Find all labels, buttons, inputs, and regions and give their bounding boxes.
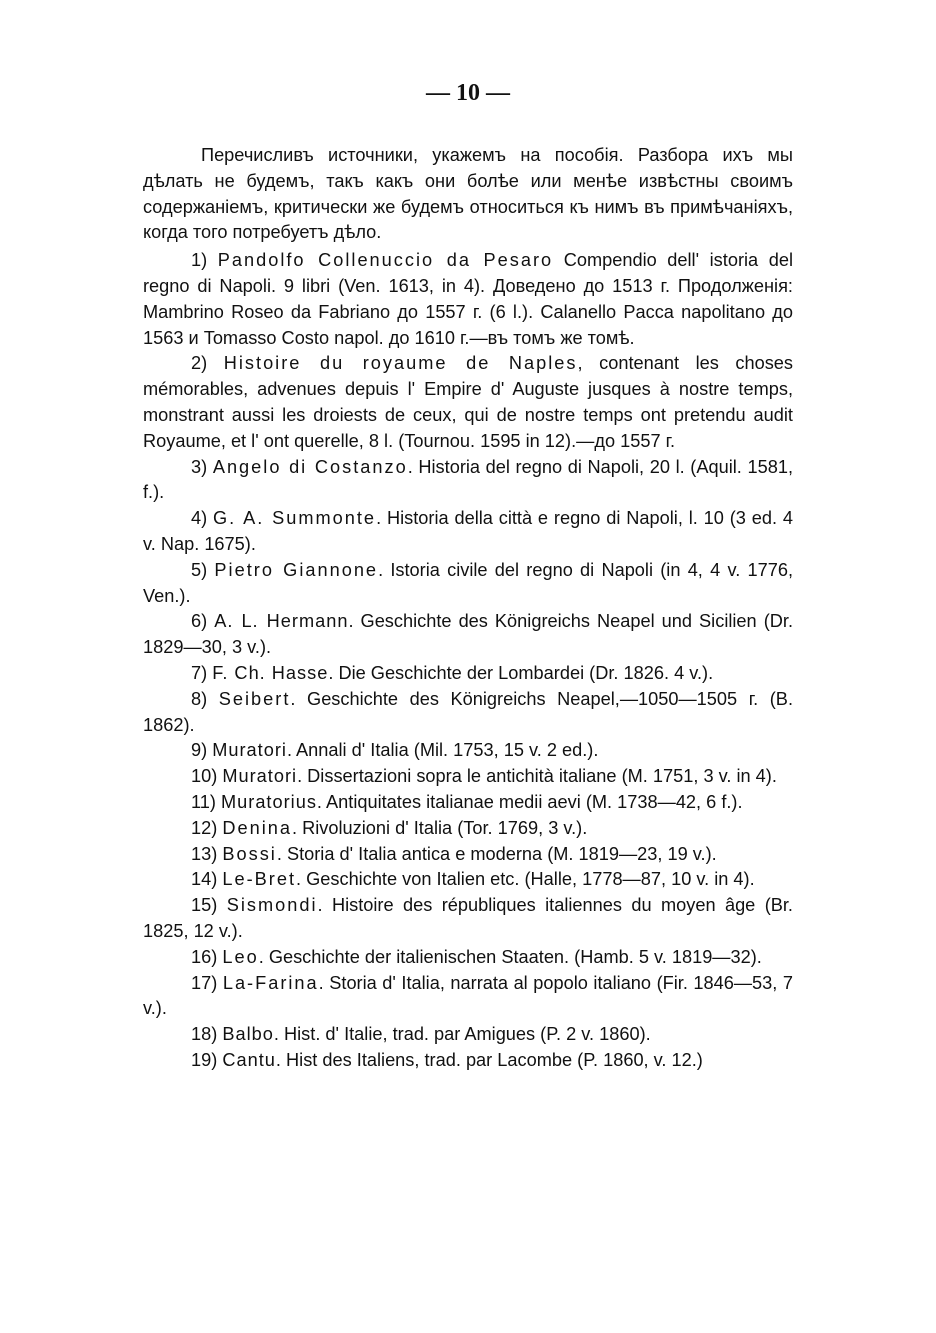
list-item [143, 661, 793, 687]
list-item [143, 816, 793, 842]
reference-text: . Historia del regno di Napoli, 20 l. (Aquil. 1581, f.). [143, 456, 793, 503]
reference-text: . Geschichte von Italien etc. (Halle, 1778—87, 10 v. in 4). [296, 869, 755, 890]
reference-author: A. L. Hermann [214, 611, 349, 632]
reference-text: . Antiquitates italianae medii aevi (M. 1738—42, 6 f.). [316, 791, 743, 812]
reference-text: . Geschichte des Königreichs Neapel,—1050—1505 г. (B. 1862). [143, 688, 793, 735]
reference-number: 8) [191, 688, 208, 709]
reference-author: Seibert [218, 688, 291, 709]
intro-paragraph: Перечисливъ источники, укажемъ на пособія. Разбора ихъ мы дѣлать не будемъ, такъ какъ они болѣе или менѣе извѣстны своимъ содержаніемъ, критически же будемъ относиться къ нимъ въ примѣчаніяхъ, когда того потребуетъ дѣло. [143, 145, 793, 243]
reference-author: Angelo di Costanzo [212, 456, 408, 477]
reference-number: 10) [191, 766, 218, 787]
reference-text: . Storia d' Italia, narrata al popolo italiano (Fir. 1846—53, 7 v.). [143, 972, 793, 1019]
list-item [143, 842, 793, 868]
reference-number: 13) [191, 843, 218, 864]
reference-number: 3) [191, 456, 208, 477]
reference-text: . Histoire des républiques italiennes du moyen âge (Br. 1825, 12 v.). [143, 895, 793, 941]
list-item [143, 764, 793, 790]
reference-text: . Historia della città e regno di Napoli, l. 10 (3 ed. 4 v. Nap. 1675). [143, 508, 794, 554]
reference-number: 2) [191, 353, 208, 374]
page-body [143, 143, 793, 1074]
reference-text: . Dissertazioni sopra le antichità italiane (M. 1751, 3 v. in 4). [297, 766, 777, 787]
reference-text: . Annali d' Italia (Mil. 1753, 15 v. 2 ed.). [286, 740, 599, 761]
list-item [143, 506, 793, 558]
reference-author: Muratorius [221, 791, 317, 812]
reference-author: Balbo [222, 1024, 274, 1045]
reference-text: Compendio dell' istoria del regno di Napoli. 9 libri (Ven. 1613, in 4). Доведено до 1513 г. Продолженія: Mambrino Roseo da Fabriano до 1557 г. (6 l.). Calanello Pacca napolitano до 1563 и Tomasso Costo napol. до 1610 г.—въ томъ же томѣ. [143, 250, 793, 348]
reference-author: Le-Bret [222, 869, 297, 890]
list-item [143, 558, 793, 610]
reference-author: Muratori [222, 766, 298, 787]
reference-number: 5) [191, 559, 208, 580]
reference-text: . Hist des Italiens, trad. par Lacombe (P. 1860, v. 12.) [275, 1049, 703, 1070]
reference-number: 17) [191, 972, 218, 993]
page-number: — 10 — [426, 80, 510, 106]
reference-author: Pietro Giannone [214, 559, 379, 580]
list-item [143, 867, 793, 893]
reference-number: 12) [191, 817, 218, 838]
reference-author: Pandolfo Collenuccio da Pesaro [217, 250, 554, 271]
reference-number: 9) [191, 740, 208, 761]
reference-number: 15) [191, 895, 218, 916]
reference-author: Muratori [212, 740, 287, 761]
reference-author: La-Farina [222, 972, 319, 993]
list-item [143, 248, 793, 351]
reference-number: 18) [191, 1024, 218, 1045]
reference-number: 1) [191, 250, 208, 271]
reference-number: 4) [191, 508, 208, 529]
reference-text: . Istoria civile del regno di Napoli (in 4, 4 v. 1776, Ven.). [143, 559, 793, 606]
reference-text: , contenant les choses mémorables, advenues depuis l' Empire d' Auguste jusques à nostre temps, monstrant aussi les droiests de ceux, qui de nostre temps ont pretendu audit Royaume, et l' ont querelle, 8 l. (Tournou. 1595 in 12).—до 1557 г. [143, 353, 794, 451]
reference-list [143, 248, 793, 1074]
reference-text: . Geschichte des Königreichs Neapel und Sicilien (Dr. 1829—30, 3 v.). [143, 611, 793, 658]
list-item [143, 351, 793, 454]
reference-text: . Rivoluzioni d' Italia (Tor. 1769, 3 v.). [292, 817, 588, 838]
reference-number: 11) [191, 791, 216, 812]
reference-text: . Die Geschichte der Lombardei (Dr. 1826. 4 v.). [328, 662, 714, 683]
list-item [143, 971, 793, 1023]
reference-number: 6) [191, 611, 208, 632]
reference-text: . Hist. d' Italie, trad. par Amigues (P. 2 v. 1860). [273, 1024, 651, 1045]
reference-author: Denina [222, 817, 292, 838]
reference-author: Bossi [222, 843, 277, 864]
reference-author: Leo [222, 946, 259, 967]
list-item [143, 609, 793, 661]
reference-author: Sismondi [226, 895, 318, 916]
list-item [143, 1048, 793, 1074]
reference-author: F. Ch. Hasse [212, 662, 329, 683]
reference-number: 7) [191, 662, 208, 683]
list-item [143, 893, 793, 945]
reference-text: . Storia d' Italia antica e moderna (M. 1819—23, 19 v.). [276, 843, 717, 864]
list-item [143, 455, 793, 507]
reference-author: Cantu [222, 1049, 276, 1070]
list-item [143, 687, 793, 739]
list-item [143, 1022, 793, 1048]
reference-number: 16) [191, 946, 218, 967]
reference-number: 14) [191, 869, 218, 890]
reference-text: . Geschichte der italienischen Staaten. (Hamb. 5 v. 1819—32). [258, 946, 762, 967]
list-item [143, 945, 793, 971]
list-item [143, 790, 793, 816]
reference-author: G. A. Summonte [213, 508, 377, 529]
reference-author: Histoire du royaume de Naples [223, 353, 578, 374]
reference-number: 19) [191, 1049, 218, 1070]
list-item [143, 738, 793, 764]
